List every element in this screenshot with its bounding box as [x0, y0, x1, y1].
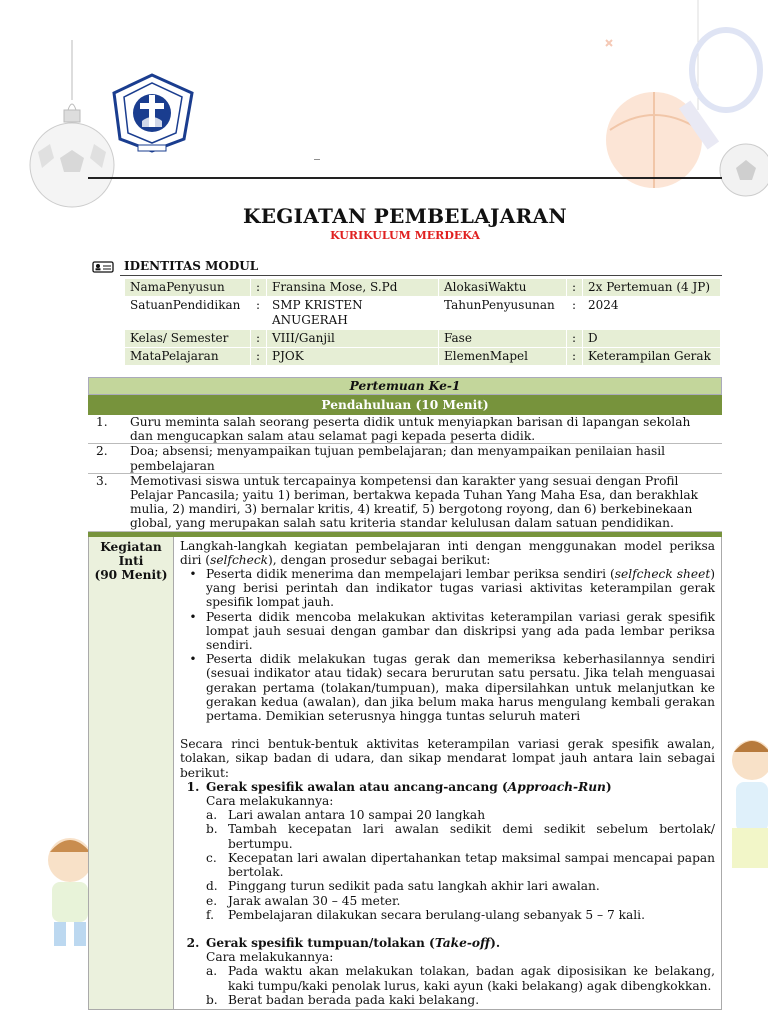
bullet-mark: •: [189, 609, 197, 624]
identity-colon: :: [567, 279, 583, 297]
bullet-text: [206, 567, 715, 610]
step-item: [206, 993, 715, 1007]
step-mark: f.: [206, 907, 214, 922]
step-item: [206, 808, 715, 822]
identity-value: PJOK: [267, 348, 439, 366]
identity-colon: :: [567, 297, 583, 330]
step-text: Kecepatan lari awalan dipertahankan tetap maksimal sampai mencapai papan bertolak.: [228, 850, 715, 880]
document-title: KEGIATAN PEMBELAJARAN: [243, 204, 567, 228]
intro-item-text: Doa; absensi; menyampaikan tujuan pembelajaran; dan menyampaikan penilaian hasil pembelajaran: [130, 444, 666, 473]
identity-value: Fransina Mose, S.Pd: [267, 279, 439, 297]
step-item: [206, 822, 715, 850]
core-label-line: Inti: [118, 553, 144, 568]
step-mark: e.: [206, 893, 218, 908]
step-text: Pembelajaran dilakukan secara berulang-ulang sebanyak 5 – 7 kali.: [228, 907, 645, 922]
intro-title: Pendahuluan (10 Menit): [88, 395, 722, 415]
document-subtitle: KURIKULUM MERDEKA: [330, 229, 480, 242]
section-title-text: ).: [490, 935, 501, 950]
step-mark: c.: [206, 850, 217, 865]
section-title-emphasis: Approach-Run: [507, 779, 606, 794]
meeting-title: Pertemuan Ke-1: [88, 377, 722, 395]
identity-value: 2024: [583, 297, 721, 330]
intro-item: [88, 474, 722, 532]
bullet-emphasis: selfcheck sheet: [614, 567, 711, 582]
identity-colon: :: [567, 330, 583, 348]
core-label-line: (90 Menit): [94, 568, 168, 583]
section-heading: [180, 936, 715, 950]
identity-key: SatuanPendidikan: [125, 297, 251, 330]
step-item: [206, 851, 715, 879]
step-item: [206, 964, 715, 992]
step-mark: a.: [206, 808, 218, 823]
identity-key: Fase: [439, 330, 567, 348]
section-title: [206, 936, 715, 950]
identity-colon: :: [251, 279, 267, 297]
id-card-icon: [92, 261, 114, 273]
sports-balls-decoration-icon: [596, 0, 768, 200]
identity-key: MataPelajaran: [125, 348, 251, 366]
step-mark: d.: [206, 879, 218, 894]
identity-row: [125, 279, 721, 297]
step-text: Pinggang turun sedikit pada satu langkah akhir lari awalan.: [228, 879, 600, 894]
section-number: 1.: [186, 779, 200, 794]
step-item: [206, 908, 715, 922]
intro-item-number: 2.: [96, 444, 108, 459]
identity-colon: :: [251, 348, 267, 366]
step-text: Berat badan berada pada kaki belakang.: [228, 992, 480, 1007]
identity-table: [124, 278, 721, 366]
child-illustration-right-icon: [722, 700, 768, 880]
identity-colon: :: [567, 348, 583, 366]
intro-item-number: 1.: [96, 415, 108, 429]
core-intro-emphasis: selfcheck: [210, 552, 269, 567]
identity-key: ElemenMapel: [439, 348, 567, 366]
bullet-item: [180, 652, 715, 723]
intro-item-text: Memotivasi siswa untuk tercapainya kompetensi dan karakter yang sesuai dengan Profil Pelajar Pancasila; yaitu 1) beriman, bertakwa kepada Tuhan Yang Maha Esa, dan berakhlak mulia, 2) mandiri, 3) bernalar kritis, 4) kreatif, 5) bergotong royong, dan 6) berkebinekaan global, yang merupakan salah satu kriteria standar kelulusan dalam satuan pendidikan.: [130, 473, 698, 531]
section-title-text: Gerak spesifik awalan atau ancang-ancang (: [206, 779, 508, 794]
core-intro: [180, 539, 715, 567]
identity-key: TahunPenyusunan: [439, 297, 567, 330]
school-foundation-logo: [106, 73, 198, 153]
bullet-mark: •: [189, 652, 197, 667]
core-activity-body: [174, 537, 721, 1009]
step-text: Tambah kecepatan lari awalan sedikit demi sedikit sebelum bertolak/ bertumpu.: [228, 822, 715, 851]
intro-item-number: 3.: [96, 473, 108, 488]
step-item: [206, 879, 715, 893]
header-rule: [88, 177, 722, 179]
section-body: [180, 794, 715, 922]
core-intro-text: ), dengan prosedur sebagai berikut:: [268, 552, 491, 567]
core-activity-row: [88, 537, 722, 1010]
identity-key: AlokasiWaktu: [439, 279, 567, 297]
identity-rule: [120, 275, 722, 276]
identity-value: SMP KRISTEN ANUGERAH: [267, 297, 439, 330]
identity-heading: [92, 259, 722, 273]
identity-value: D: [583, 330, 721, 348]
core-label-line: Kegiatan: [100, 539, 162, 554]
section-number: 2.: [186, 935, 200, 950]
step-text: Lari awalan antara 10 sampai 20 langkah: [228, 808, 486, 823]
step-mark: b.: [206, 992, 218, 1007]
identity-colon: :: [251, 330, 267, 348]
spacer: [180, 723, 715, 737]
identity-value: VIII/Ganjil: [267, 330, 439, 348]
how-label: Cara melakukannya:: [206, 950, 334, 965]
bullet-text-part: Peserta didik menerima dan mempelajari lembar periksa sendiri (: [206, 567, 615, 582]
core-activity-label: [89, 537, 174, 1009]
identity-row: [125, 330, 721, 348]
identity-value: 2x Pertemuan (4 JP): [583, 279, 721, 297]
step-text: Pada waktu akan melakukan tolakan, badan agak diposisikan ke belakang, kaki tumpu/kaki penolak lurus, kaki ayun (kaki belakang) agak dibengkokkan.: [228, 964, 715, 993]
section-title-text: ): [605, 779, 612, 794]
intro-item: [88, 444, 722, 473]
section-heading: [180, 780, 715, 794]
step-mark: b.: [206, 822, 218, 837]
section-title: [206, 780, 715, 794]
detail-intro: Secara rinci bentuk-bentuk aktivitas keterampilan variasi gerak spesifik awalan, tolakan, sikap badan di udara, dan sikap mendarat lompat jauh antara lain sebagai berikut:: [180, 737, 715, 780]
identity-heading-text: IDENTITAS MODUL: [124, 259, 259, 273]
bullet-item: [180, 610, 715, 653]
bullet-text-part: ) yang berisi perintah dan indikator tugas variasi aktivitas keterampilan gerak spesifik lompat jauh.: [206, 567, 715, 610]
meeting-table: [88, 377, 722, 1010]
identity-value: Keterampilan Gerak: [583, 348, 721, 366]
core-intro-text: Langkah-langkah kegiatan pembelajaran inti dengan menggunakan model periksa diri (: [180, 538, 715, 567]
identity-row: [125, 348, 721, 366]
section-title-text: Gerak spesifik tumpuan/tolakan (: [206, 935, 435, 950]
identity-key: NamaPenyusun: [125, 279, 251, 297]
intro-item: [88, 415, 722, 444]
section-title-emphasis: Take-off: [434, 935, 491, 950]
identity-colon: :: [251, 297, 267, 330]
section-body: [180, 950, 715, 1007]
bullet-item: [180, 567, 715, 610]
step-mark: a.: [206, 964, 218, 979]
bullet-text: Peserta didik melakukan tugas gerak dan memeriksa keberhasilannya sendiri (sesuai indikator atau tidak) secara berurutan satu persatu. Jika telah menguasai gerakan pertama (tolakan/tumpuan), maka dipersilahkan untuk melanjutkan ke gerakan kedua (awalan), dan jika belum maka harus mengulang kembali gerakan pertama. Demikian seterusnya hingga tuntas seluruh materi: [206, 652, 715, 724]
spacer: [180, 922, 715, 936]
intro-item-text: Guru meminta salah seorang peserta didik untuk menyiapkan barisan di lapangan sekolah dan mengucapkan salam atau selamat pagi kepada peserta didik.: [130, 415, 691, 444]
step-item: [206, 894, 715, 908]
step-text: Jarak awalan 30 – 45 meter.: [228, 893, 401, 908]
identity-row: [125, 297, 721, 330]
bullet-text: Peserta didik mencoba melakukan aktivitas keterampilan variasi gerak spesifik lompat jauh sesuai dengan gambar dan diskripsi yang ada pada lembar periksa sendiri.: [206, 609, 715, 653]
how-label: Cara melakukannya:: [206, 794, 334, 809]
bullet-mark: •: [189, 567, 197, 582]
header-dash: _: [314, 146, 320, 160]
identity-key: Kelas/ Semester: [125, 330, 251, 348]
